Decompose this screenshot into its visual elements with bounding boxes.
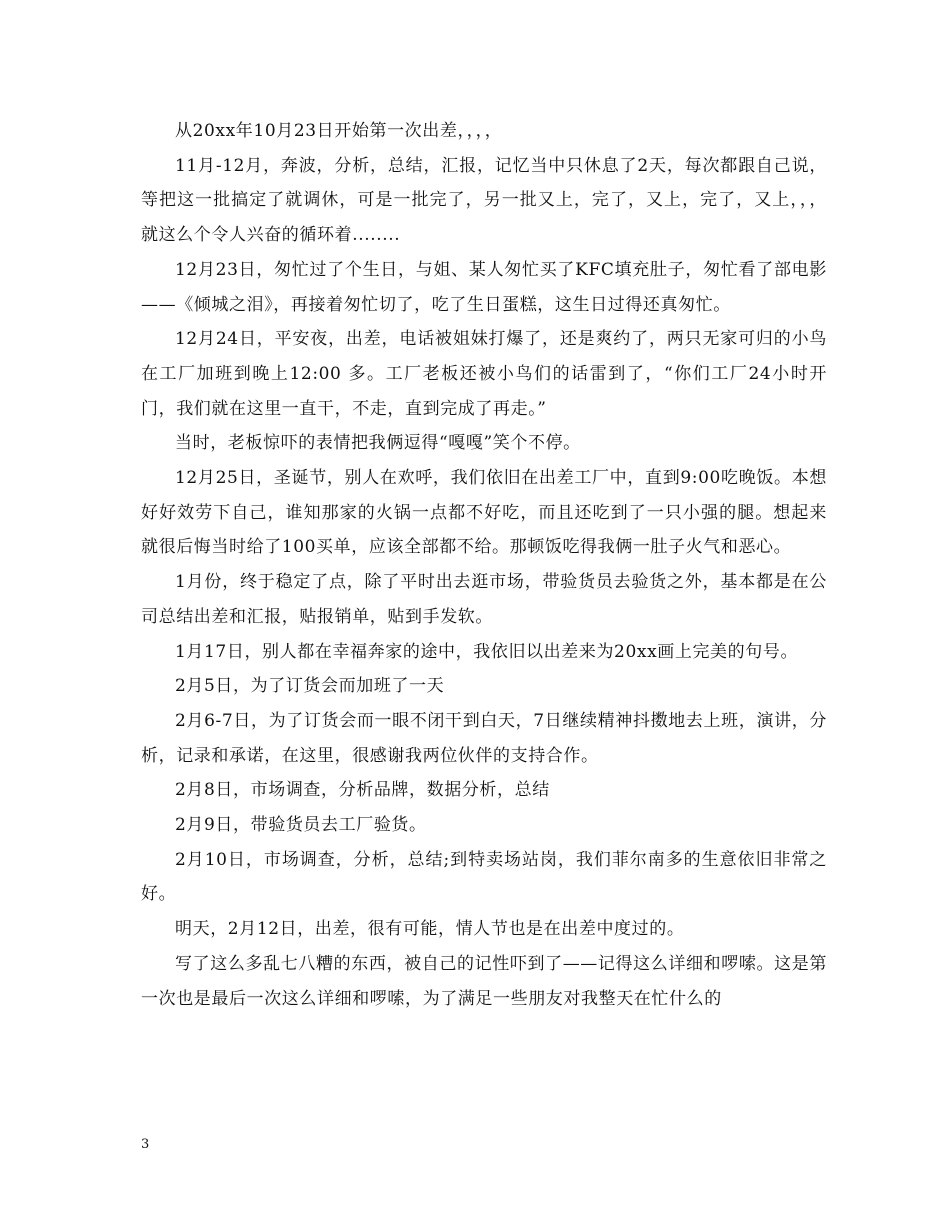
paragraph: 2月9日，带验货员去工厂验货。: [175, 815, 427, 836]
paragraph: 2月5日，为了订货会而加班了一天: [175, 676, 445, 697]
paragraph: 2月8日，市场调查，分析品牌，数据分析，总结: [175, 780, 550, 801]
paragraph: 11月-12月，奔波，分析，总结，汇报，记忆当中只休息了2天，每次都跟自己说，等把这一批搞定了就调休，可是一批完了，另一批又上，完了，又上，完了，又上，，，就这么个令人兴奋的循环着........: [141, 155, 827, 246]
paragraph: 当时，老板惊吓的表情把我俩逗得“嘎嘎”笑个不停。: [175, 433, 581, 454]
paragraph: 12月25日，圣诞节，别人在欢呼，我们依旧在出差工厂中，直到9:00吃晚饭。本想好好效劳下自己，谁知那家的火锅一点都不好吃，而且还吃到了一只小强的腿。想起来就很后悔当时给了100买单，应该全部都不给。那顿饭吃得我俩一肚子火气和恶心。: [141, 468, 827, 558]
page-number: 3: [141, 1137, 150, 1152]
paragraph: 1月份，终于稳定了点，除了平时出去逛市场，带验货员去验货之外，基本都是在公司总结出差和汇报，贴报销单，贴到手发软。: [141, 572, 827, 627]
document-body: [141, 114, 827, 1016]
paragraph: 12月24日，平安夜，出差，电话被姐妹打爆了，还是爽约了，两只无家可归的小鸟在工厂加班到晚上12:00 多。工厂老板还被小鸟们的话雷到了，“你们工厂24小时开门，我们就在这里一直干，不走，直到完成了再走。”: [141, 329, 827, 419]
paragraph: 2月10日，市场调查，分析，总结;到特卖场站岗，我们菲尔南多的生意依旧非常之好。: [141, 849, 827, 905]
paragraph: 1月17日，别人都在幸福奔家的途中，我依旧以出差来为20xx画上完美的句号。: [175, 641, 799, 662]
paragraph: 明天，2月12日，出差，很有可能，情人节也是在出差中度过的。: [175, 919, 685, 940]
paragraph: 2月6-7日，为了订货会而一眼不闭干到白天，7日继续精神抖擞地去上班，演讲，分析，记录和承诺，在这里，很感谢我两位伙伴的支持合作。: [141, 710, 827, 766]
paragraph: 写了这么多乱七八糟的东西，被自己的记性吓到了——记得这么详细和啰嗦。这是第一次也是最后一次这么详细和啰嗦，为了满足一些朋友对我整天在忙什么的: [141, 953, 827, 1009]
paragraph: 12月23日，匆忙过了个生日，与姐、某人匆忙买了KFC填充肚子，匆忙看了部电影——《倾城之泪》，再接着匆忙切了，吃了生日蛋糕，这生日过得还真匆忙。: [141, 259, 827, 315]
paragraph: 从20xx年10月23日开始第一次出差，，，，: [175, 121, 503, 141]
